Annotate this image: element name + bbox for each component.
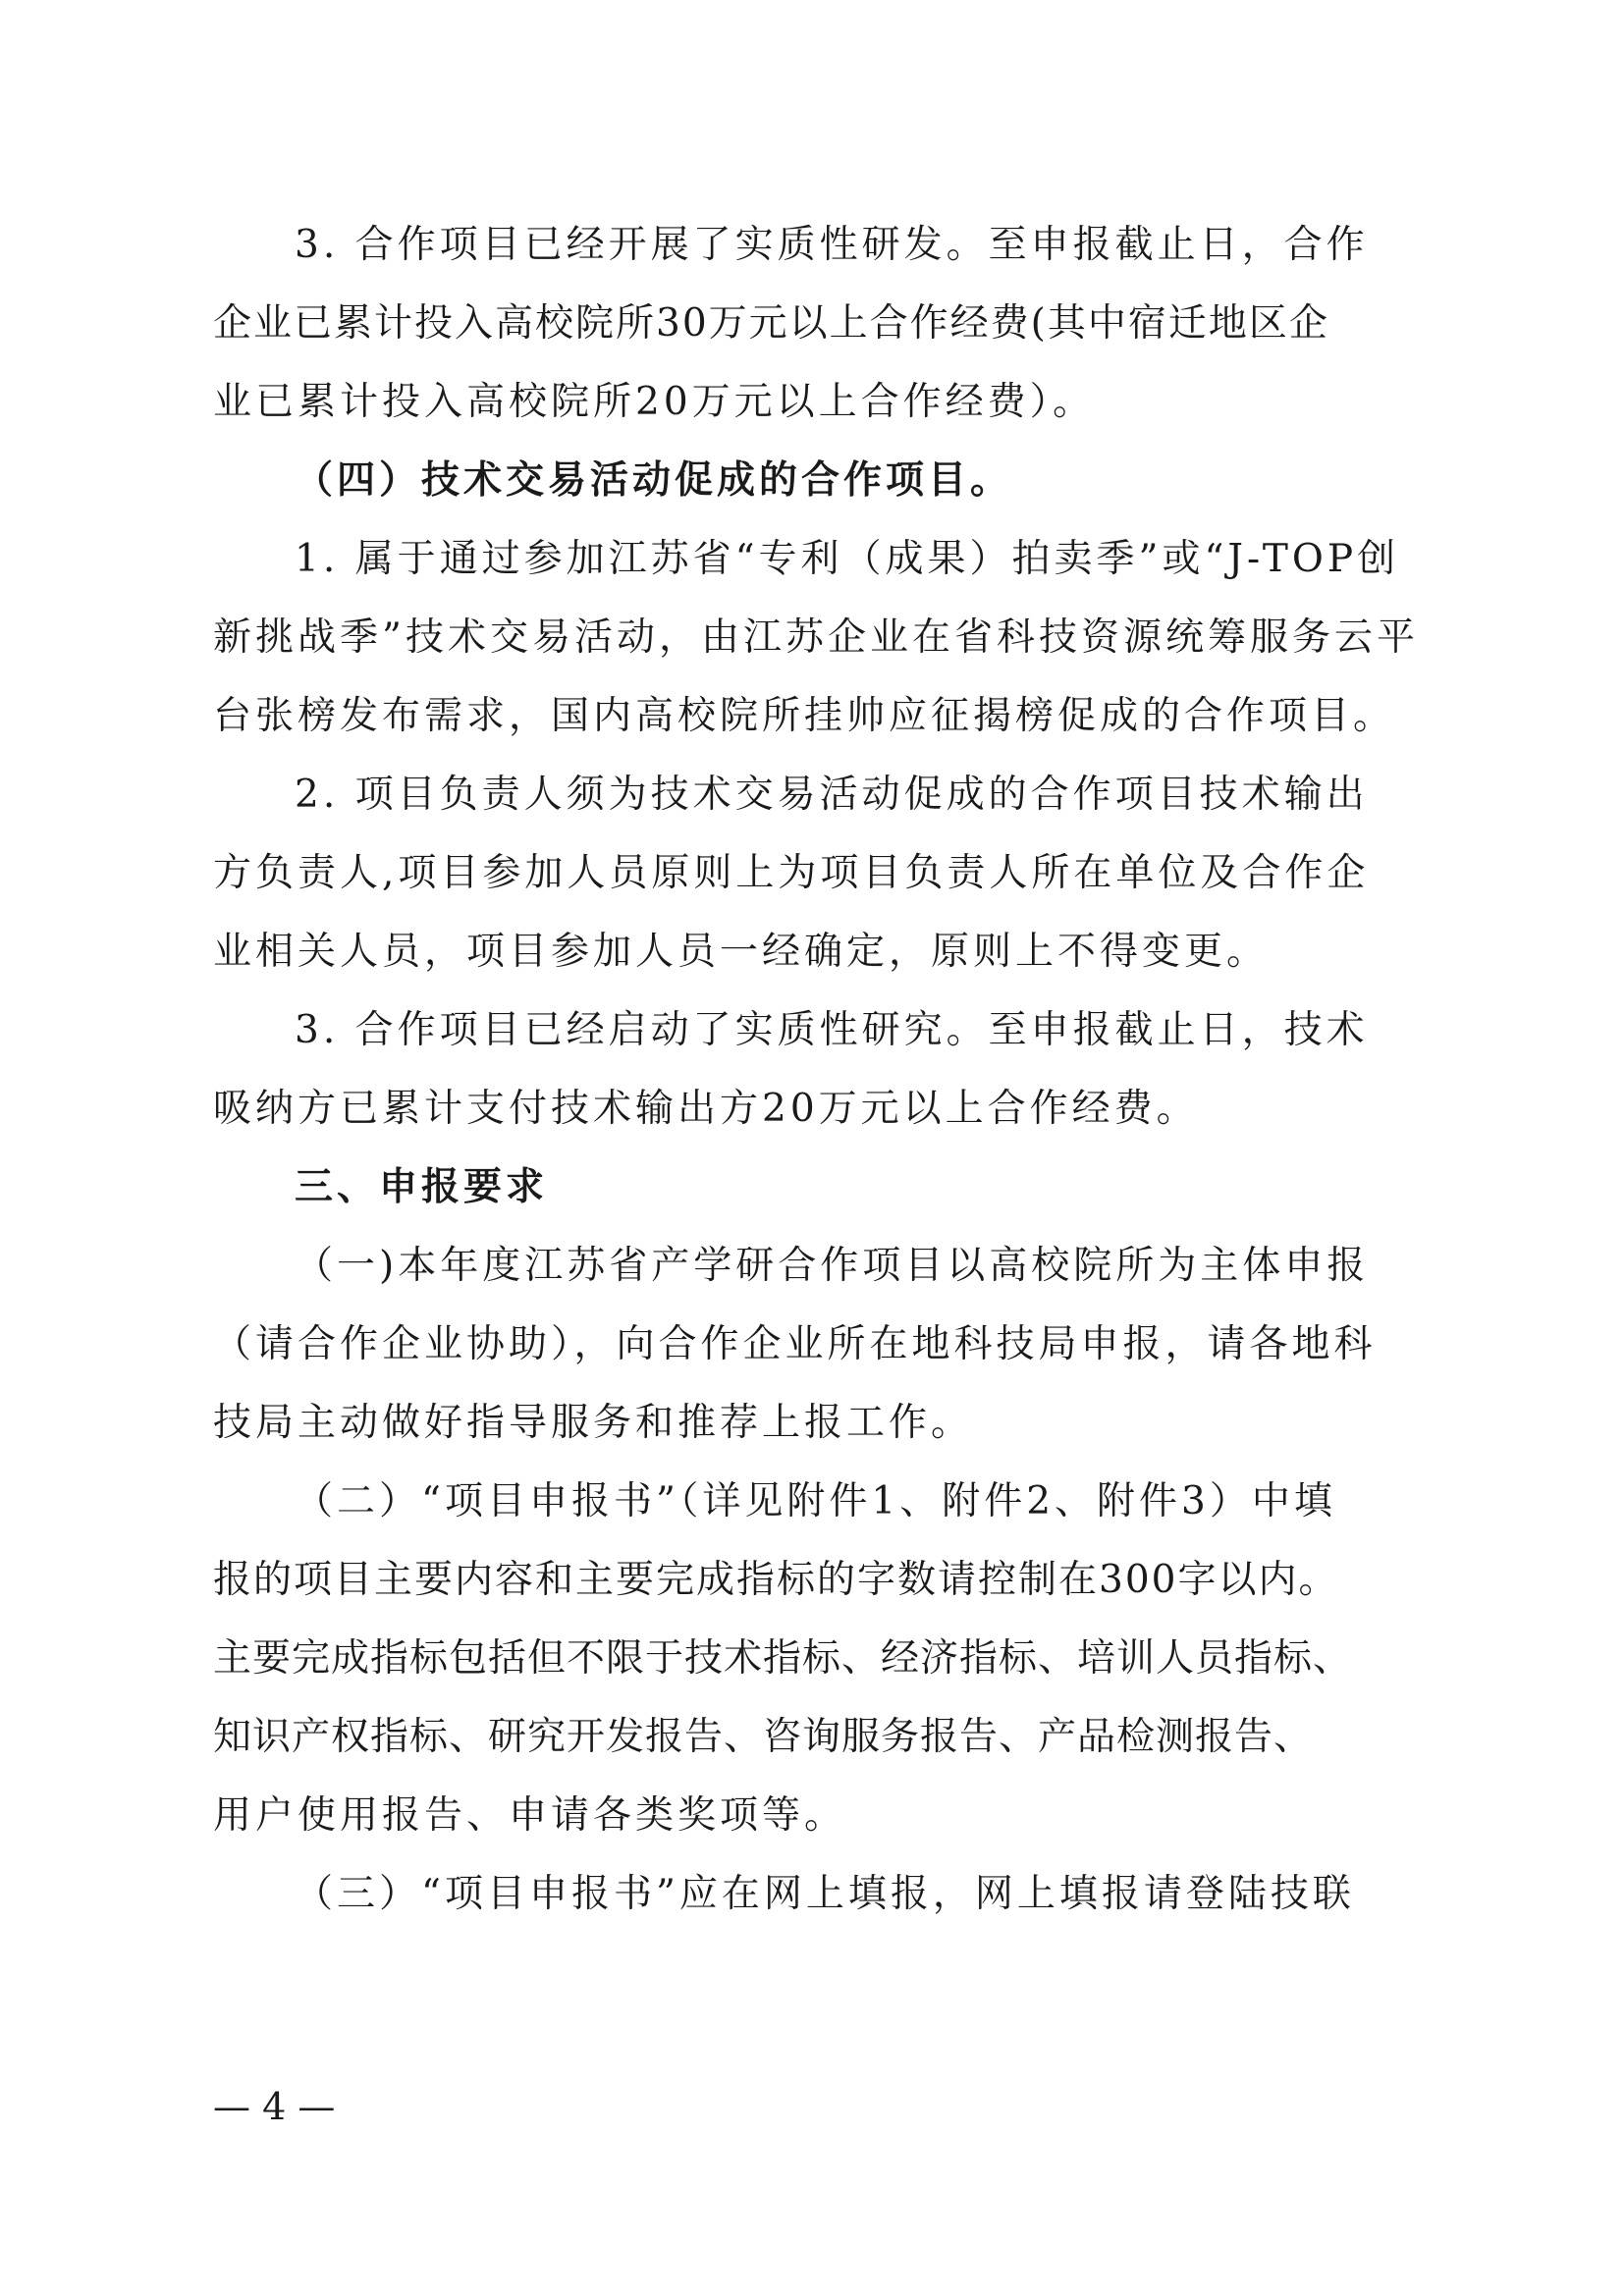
- page-number: — 4 —: [213, 2085, 336, 2128]
- paragraph-line: （二）“项目申报书”（详见附件1、附件2、附件3）中填: [295, 1479, 1336, 1523]
- paragraph-line: 业已累计投入高校院所20万元以上合作经费）。: [213, 380, 1096, 424]
- section-heading: 三、申报要求: [295, 1165, 549, 1209]
- paragraph-line: 1. 属于通过参加江苏省“专利（成果）拍卖季”或“J-TOP创: [295, 537, 1400, 581]
- section-subheading: （四）技术交易活动促成的合作项目。: [295, 458, 1013, 503]
- paragraph-line: （一)本年度江苏省产学研合作项目以高校院所为主体申报: [295, 1244, 1370, 1288]
- paragraph-line: 知识产权指标、研究开发报告、咨询服务报告、产品检测报告、: [213, 1715, 1314, 1759]
- paragraph-line: （请合作企业协助），向合作企业所在地科技局申报，请各地科: [213, 1322, 1377, 1366]
- paragraph-line: 主要完成指标包括但不限于技术指标、经济指标、培训人员指标、: [213, 1636, 1353, 1681]
- paragraph-line: 业相关人员，项目参加人员一经确定，原则上不得变更。: [213, 930, 1270, 974]
- paragraph-line: 用户使用报告、申请各类奖项等。: [213, 1793, 847, 1838]
- paragraph-line: 吸纳方已累计支付技术输出方20万元以上合作经费。: [213, 1087, 1199, 1131]
- paragraph-line: 报的项目主要内容和主要完成指标的字数请控制在300字以内。: [213, 1558, 1339, 1602]
- paragraph-line: 方负责人,项目参加人员原则上为项目负责人所在单位及合作企: [213, 851, 1370, 895]
- paragraph-line: 新挑战季”技术交易活动，由江苏企业在省科技资源统筹服务云平: [213, 615, 1419, 660]
- paragraph-line: 3. 合作项目已经开展了实质性研发。至申报截止日，合作: [295, 223, 1369, 267]
- paragraph-line: 2. 项目负责人须为技术交易活动促成的合作项目技术输出: [295, 773, 1369, 817]
- paragraph-line: 3. 合作项目已经启动了实质性研究。至申报截止日，技术: [295, 1008, 1369, 1052]
- paragraph-line: （三）“项目申报书”应在网上填报，网上填报请登陆技联: [295, 1872, 1355, 1916]
- paragraph-line: 台张榜发布需求，国内高校院所挂帅应征揭榜促成的合作项目。: [213, 694, 1396, 738]
- paragraph-line: 企业已累计投入高校院所30万元以上合作经费(其中宿迁地区企: [213, 301, 1329, 346]
- paragraph-line: 技局主动做好指导服务和推荐上报工作。: [213, 1401, 974, 1445]
